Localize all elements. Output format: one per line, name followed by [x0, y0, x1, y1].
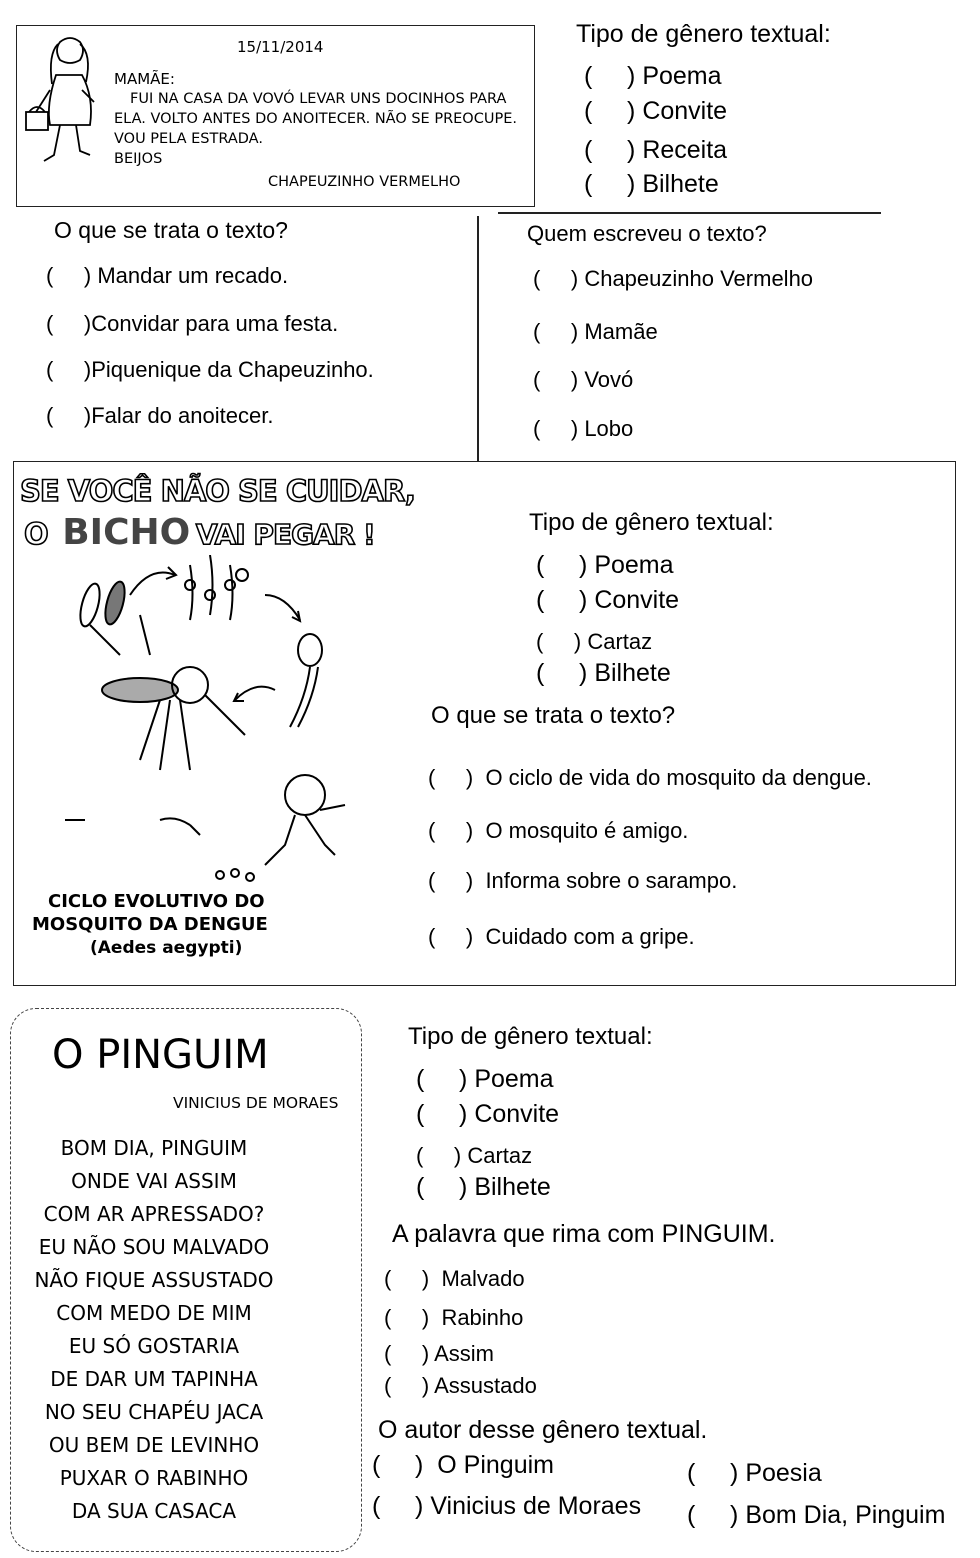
q6-option-bilhete[interactable]: ( ) Bilhete	[416, 1173, 551, 1201]
q2-option-4[interactable]: ( )Falar do anoitecer.	[46, 403, 274, 428]
poster-headline-1: SE VOCÊ NÃO SE CUIDAR,	[20, 474, 415, 508]
poster-headline-o: O	[24, 517, 49, 551]
q2-option-3[interactable]: ( )Piquenique da Chapeuzinho.	[46, 357, 374, 382]
q7-option-assustado[interactable]: ( ) Assustado	[384, 1373, 537, 1398]
divider-vertical	[477, 216, 479, 462]
poem-line: COM MEDO DE MIM	[56, 1301, 252, 1325]
q7-option-malvado[interactable]: ( ) Malvado	[384, 1266, 525, 1291]
q4-option-poema[interactable]: ( ) Poema	[536, 551, 674, 579]
q1-option-bilhete[interactable]: ( ) Bilhete	[584, 170, 719, 198]
poster-headline-2	[24, 512, 375, 553]
girl-illustration	[20, 30, 110, 170]
q6-option-cartaz[interactable]: ( ) Cartaz	[416, 1143, 533, 1168]
q7-title: A palavra que rima com PINGUIM.	[392, 1220, 776, 1248]
q1-title: Tipo de gênero textual:	[576, 20, 831, 48]
poem-line: COM AR APRESSADO?	[43, 1202, 265, 1226]
divider-horizontal	[498, 212, 881, 214]
note-greeting: MAMÃE:	[114, 70, 175, 88]
q2-option-2[interactable]: ( )Convidar para uma festa.	[46, 311, 339, 336]
q5-option-2[interactable]: ( ) O mosquito é amigo.	[428, 818, 689, 843]
poem-author: VINICIUS DE MORAES	[173, 1094, 339, 1112]
note-line-3: VOU PELA ESTRADA.	[114, 131, 263, 147]
note-signature: CHAPEUZINHO VERMELHO	[268, 174, 461, 190]
poem-line: ONDE VAI ASSIM	[71, 1169, 237, 1193]
q8-title: O autor desse gênero textual.	[378, 1416, 708, 1444]
poster-headline-bicho: BICHO	[62, 512, 191, 553]
mosquito-lifecycle-illustration	[60, 555, 360, 895]
q4-option-convite[interactable]: ( ) Convite	[536, 586, 680, 614]
q6-title: Tipo de gênero textual:	[408, 1023, 653, 1050]
q8-option-bom-dia-pinguim[interactable]: ( ) Bom Dia, Pinguim	[687, 1501, 946, 1529]
poster-caption-3: (Aedes aegypti)	[90, 938, 243, 958]
q8-option-vinicius[interactable]: ( ) Vinicius de Moraes	[372, 1492, 642, 1520]
note-line-1: FUI NA CASA DA VOVÓ LEVAR UNS DOCINHOS PARA	[130, 91, 507, 107]
poem-line: EU NÃO SOU MALVADO	[38, 1235, 270, 1259]
poem-line: EU SÓ GOSTARIA	[68, 1334, 240, 1358]
q6-option-convite[interactable]: ( ) Convite	[416, 1100, 560, 1128]
q3-option-2[interactable]: ( ) Mamãe	[533, 319, 658, 344]
q1-option-convite[interactable]: ( ) Convite	[584, 97, 728, 125]
poem-line: NO SEU CHAPÉU JACA	[44, 1400, 264, 1424]
q4-title: Tipo de gênero textual:	[529, 509, 774, 536]
q7-option-assim[interactable]: ( ) Assim	[384, 1341, 494, 1366]
poem-line: PUXAR O RABINHO	[59, 1466, 249, 1490]
poem-body	[4, 1136, 304, 1536]
q3-option-4[interactable]: ( ) Lobo	[533, 416, 634, 441]
poem-line: DE DAR UM TAPINHA	[50, 1367, 258, 1391]
poem-line: NÃO FIQUE ASSUSTADO	[34, 1268, 274, 1292]
poem-title: O PINGUIM	[52, 1032, 269, 1078]
q3-option-3[interactable]: ( ) Vovó	[533, 367, 634, 392]
q8-option-o-pinguim[interactable]: ( ) O Pinguim	[372, 1451, 554, 1479]
q4-option-cartaz[interactable]: ( ) Cartaz	[536, 629, 653, 654]
q7-option-rabinho[interactable]: ( ) Rabinho	[384, 1305, 524, 1330]
poem-line: OU BEM DE LEVINHO	[48, 1433, 260, 1457]
poster-headline-vai-pegar: VAI PEGAR !	[195, 518, 375, 551]
q3-option-1[interactable]: ( ) Chapeuzinho Vermelho	[533, 266, 814, 291]
q5-option-4[interactable]: ( ) Cuidado com a gripe.	[428, 924, 695, 949]
poem-line: DA SUA CASACA	[71, 1499, 237, 1523]
q2-option-1[interactable]: ( ) Mandar um recado.	[46, 263, 289, 288]
q2-title: O que se trata o texto?	[54, 217, 288, 243]
poster-caption-1: CICLO EVOLUTIVO DO	[48, 891, 265, 912]
q6-option-poema[interactable]: ( ) Poema	[416, 1065, 554, 1093]
note-line-2: ELA. VOLTO ANTES DO ANOITECER. NÃO SE PREOCUPE.	[114, 111, 517, 127]
q1-option-receita[interactable]: ( ) Receita	[584, 136, 728, 164]
q5-option-1[interactable]: ( ) O ciclo de vida do mosquito da dengue.	[428, 765, 872, 790]
poster-caption-2: MOSQUITO DA DENGUE	[32, 914, 268, 935]
q4-option-bilhete[interactable]: ( ) Bilhete	[536, 659, 671, 687]
note-closing: BEIJOS	[114, 151, 163, 167]
q5-title: O que se trata o texto?	[431, 702, 676, 729]
poem-line: BOM DIA, PINGUIM	[60, 1136, 248, 1160]
q1-option-poema[interactable]: ( ) Poema	[584, 62, 722, 90]
note-date: 15/11/2014	[237, 38, 324, 56]
q8-option-poesia[interactable]: ( ) Poesia	[687, 1459, 822, 1487]
q5-option-3[interactable]: ( ) Informa sobre o sarampo.	[428, 868, 738, 893]
q3-title: Quem escreveu o texto?	[527, 221, 767, 246]
